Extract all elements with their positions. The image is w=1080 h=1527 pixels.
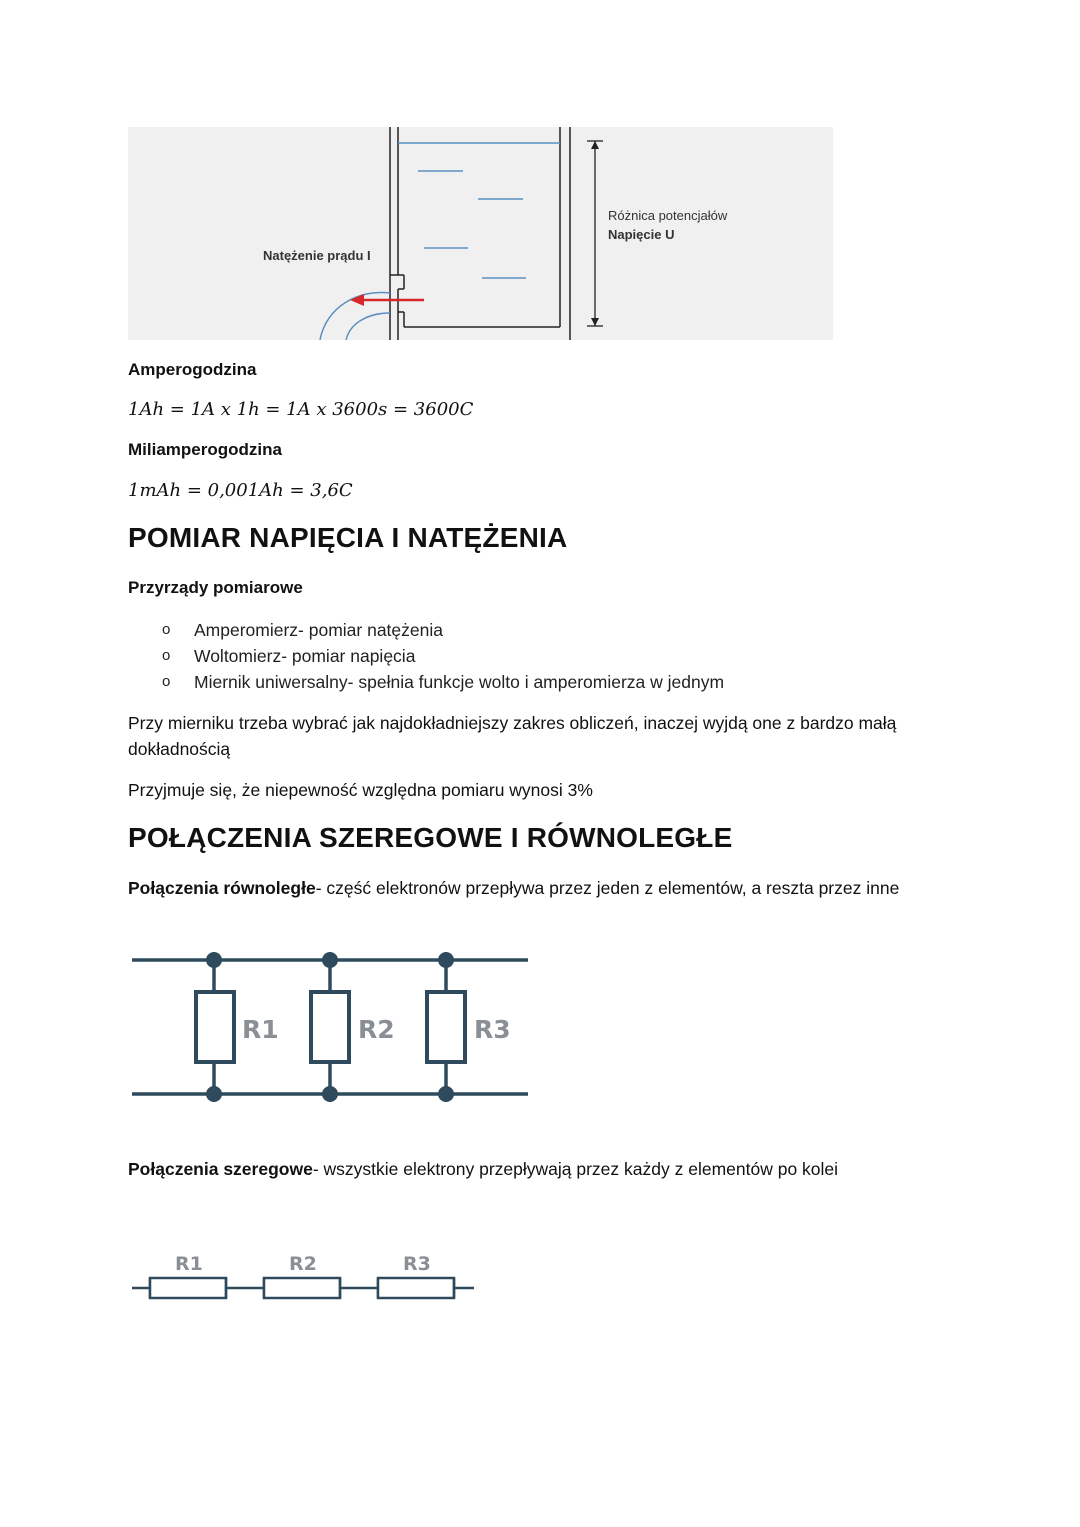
amp-hour-formula: 1Ah = 1A x 1h = 1A x 3600s = 3600C	[128, 399, 474, 420]
series-resistor-r1	[150, 1278, 226, 1298]
series-definition	[128, 1156, 838, 1182]
uncertainty-note: Przyjmuje się, że niepewność względna pomiaru wynosi 3%	[128, 780, 593, 800]
resistor-r1	[196, 952, 234, 1102]
resistor-r3	[427, 952, 465, 1102]
parallel-r2-label: R2	[358, 1015, 395, 1044]
series-circuit-diagram	[128, 1245, 488, 1310]
water-analogy-figure	[128, 127, 833, 340]
parallel-definition	[128, 875, 899, 901]
milliamp-hour-formula: 1mAh = 0,001Ah = 3,6C	[128, 480, 353, 501]
parallel-circuit-diagram	[128, 945, 538, 1110]
parallel-r1-label: R1	[242, 1015, 279, 1044]
parallel-term: Połączenia równoległe	[128, 878, 316, 898]
potential-difference-label: Różnica potencjałów	[608, 208, 728, 223]
series-resistor-r2	[264, 1278, 340, 1298]
instruments-subheading: Przyrządy pomiarowe	[128, 578, 303, 597]
parallel-r3-label: R3	[474, 1015, 511, 1044]
list-item-text: Amperomierz- pomiar natężenia	[194, 620, 443, 640]
list-item-text: Miernik uniwersalny- spełnia funkcje wolto i amperomierza w jednym	[194, 672, 725, 692]
instruments-list	[162, 617, 725, 695]
series-r1-label: R1	[175, 1253, 203, 1275]
resistor-r2	[311, 952, 349, 1102]
milliamp-hour-label: Miliamperogodzina	[128, 440, 282, 459]
series-r2-label: R2	[289, 1253, 317, 1275]
list-item	[162, 617, 724, 643]
list-item	[162, 669, 725, 695]
measurement-heading: POMIAR NAPIĘCIA I NATĘŻENIA	[128, 522, 568, 553]
current-label: Natężenie prądu I	[263, 248, 371, 263]
list-item	[162, 643, 724, 669]
bullet: o	[162, 621, 171, 638]
list-item-text: Woltomierz- pomiar napięcia	[194, 646, 416, 666]
series-r3-label: R3	[403, 1253, 431, 1275]
series-resistor-r3	[378, 1278, 454, 1298]
amp-hour-label: Amperogodzina	[128, 360, 257, 379]
meter-range-note: Przy mierniku trzeba wybrać jak najdokładniejszy zakres obliczeń, inaczej wyjdą one z bardzo małą dokładnością	[128, 713, 897, 759]
bullet: o	[162, 673, 171, 690]
series-description: - wszystkie elektrony przepływają przez każdy z elementów po kolei	[312, 1159, 839, 1179]
voltage-label: Napięcie U	[608, 227, 675, 242]
connections-heading: POŁĄCZENIA SZEREGOWE I RÓWNOLEGŁE	[128, 822, 733, 853]
series-term: Połączenia szeregowe	[128, 1159, 313, 1179]
water-tank-diagram	[128, 127, 833, 340]
bullet: o	[162, 647, 171, 664]
parallel-description: - część elektronów przepływa przez jeden z elementów, a reszta przez inne	[315, 878, 900, 898]
